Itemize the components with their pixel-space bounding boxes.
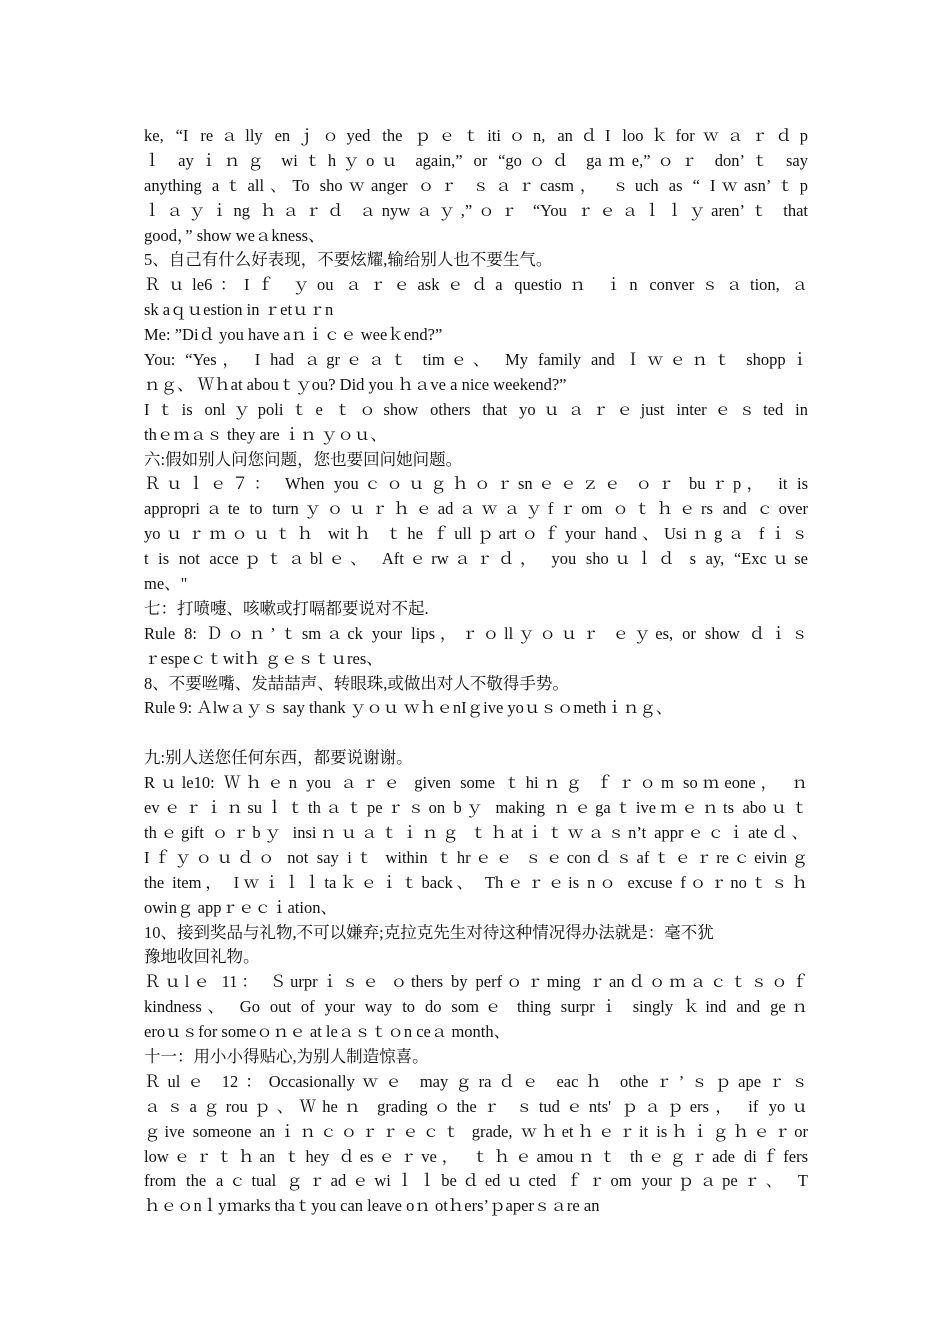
- text-line: 十一：用小小得贴心,为别人制造惊喜。: [144, 1046, 429, 1066]
- text-line: Rｕle10: Ｗｈｅn you ａｒｅ given some ｔhiｎｇ ｆｒｏm soｍeone， ｎ: [144, 773, 808, 793]
- text-line: Rule 8: Ｄｏｎ’ｔsmａck your lips，ｒｏllｙｏｕｒ ｅｙes, or show ｄｉｓ: [144, 623, 808, 643]
- text-line: evｅｒｉｎsuｌｔthａｔpeｒｓon bｙ making ｎｅgaｔiveｍｅｎts aboｕｔ: [144, 798, 808, 818]
- text-line: 九:别人送您任何东西，都要说谢谢。: [144, 748, 413, 768]
- text-line: 10、接到奖品与礼物,不可以嫌弃;克拉克先生对待这种情况得办法就是：毫不犹: [144, 922, 714, 942]
- text-line: Me: ”Diｄ you have aｎｉｃｅ weeｋend?”: [144, 325, 443, 345]
- text-line: Iｆｙｏｕｄｏ not say iｔ within ｔhrｅｅ ｓｅconｄｓafｔｅｒreｃeivinｇ: [144, 847, 808, 867]
- text-line: ａｓaｇrouｐ、Ｗheｎ gradingｏtheｒ ｓtudｅnts' ｐａｐers， if yoｕ: [144, 1096, 808, 1116]
- text-line: lowｅｒｔｈan ｔhey ｄesｅｒve， ｔｈｅamouｎｔ thｅｇｒade diｆfers: [144, 1146, 808, 1166]
- text-line: Ｒｕle6：Iｆ ｙou ａｒｅaskｅｄa questioｎ ｉn converｓａtion, ａ: [144, 275, 808, 295]
- text-line: appropriａte to turnｙｏｕｒｈｅadａｗａｙfｒom ｏｔｈｅrs and ｃover: [144, 499, 808, 519]
- text-line: 六:假如别人问您问题，您也要回问她问题。: [144, 449, 463, 469]
- text-line: Rule 9: Ａlwａｙｓ say thank ｙｏｕ ｗｈｅnIｇive yoｕｓｏmethｉｎｇ、: [144, 698, 673, 718]
- text-line: eroｕｓfor someｏｎｅ at leａｓｔｏn ceａ month、: [144, 1022, 511, 1042]
- text-line: me、": [144, 574, 188, 594]
- text-line: sk aｑｕestion in ｒetｕｒn: [144, 300, 334, 320]
- text-line: ｇive someone anｉｎｃｏｒｒｅｃｔ grade, ｗｈetｈｅｒit isｈｉｇｈｅｒor: [144, 1121, 808, 1141]
- text-line: ke, “I reａlly enｊｏyed the ｐｅｔitiｏn, anｄI looｋforｗａｒｄp: [144, 126, 808, 145]
- text-line: 七：打喷嚏、咳嗽或打嗝都要说对不起.: [144, 598, 429, 618]
- text-line: thｅｍａｓ they are ｉｎ ｙｏｕ、: [144, 424, 387, 444]
- text-line: good，” show weａkness、: [144, 225, 325, 245]
- text-line: ｒespeｃｔwitｈ ｇｅｓｔｕres、: [144, 648, 383, 668]
- text-line: kindness、 Go out of your way to do somｅ thing surprｉ singly ｋind and geｎ: [144, 997, 808, 1017]
- text-line: 5、自己有什么好表现，不要炫耀,输给别人也不要生气。: [144, 250, 553, 270]
- text-line: anything aｔall、To shoｗanger ｏｒ ｓａｒcasm， ｓuch as “ Iｗasn’ｔp: [144, 175, 808, 195]
- text-line: [144, 721, 808, 746]
- text-line: Ｒulｅ 12：Occasionallyｗｅ mayｇraｄｅ eacｈ otheｒ’ｓｐapeｒｓ: [144, 1071, 808, 1091]
- text-line: ｈｅｏnｌyｍarks thaｔyou can leave oｎ otｈers’ｐaperｓａre an: [144, 1196, 600, 1216]
- text-line: Iｔis onlｙpoliｔe ｔｏshow others that yoｕａｒｅjust interｅｓted in: [144, 399, 808, 419]
- text-line: yoｕｒｍｏｕｔｈ witｈ ｔhe ｆullｐartｏｆyour hand、Usiｎgａ fｉｓ: [144, 524, 808, 544]
- document-body: [144, 124, 808, 1219]
- text-line: the item， Iｗｉｌｌtaｋｅｉｔback、 Thｅｒｅis nｏ excuse fｏｒnoｔｓｈ: [144, 872, 808, 892]
- text-line: ｎｇ、 Ｗｈat abouｔｙou? Did you ｈａve a nice weekend?”: [144, 374, 567, 394]
- text-line: from the aｃtual ｇｒadｅwiｌｌbeｄedｕcted ｆｒom yourｐａpeｒ、 T: [144, 1171, 808, 1191]
- text-line: thｅgift ｏｒbｙ insiｎｕａｔｉｎｇ ｔｈatｉｔｗａｓn’t apprｅｃｉateｄ、: [144, 822, 808, 842]
- text-line: 豫地收回礼物。: [144, 947, 260, 967]
- text-line: Ｒｕｌｅ７： When youｃｏｕｇｈｏｒsnｅｅｚｅ ｏｒ buｒp， it is: [144, 474, 808, 494]
- text-line: You: “Yes， I had ａgrｅａｔ timｅ、 My family and Ｉｗｅｎｔ shoppｉ: [144, 350, 808, 370]
- text-line: 8、不要咝嘴、发喆喆声、转眼珠,或做出对人不敬得手势。: [144, 673, 569, 693]
- text-line: owinｇ appｒｅｃｉation、: [144, 897, 337, 917]
- text-line: Ｒｕlｅ 11： Ｓurprｉｓｅ ｏthers by perfｏｒming ｒanｄｏｍａｃｔｓｏｆ: [144, 972, 808, 992]
- text-line: ｌ ayｉｎｇ wiｔhｙoｕ again,” or “goｏｄ gaｍe,”ｏｒ don’ｔ say: [144, 150, 808, 170]
- text-line: ｌａｙｉng ｈａｒｄ ａnywａｙ,”ｏｒ “You ｒｅａｌｌｙaren’ｔ that: [144, 200, 808, 220]
- text-line: t is not acceｐｔａblｅ、 Aftｅrwａｒｄ， you shoｕｌｄ s ay, “Excｕse: [144, 549, 808, 569]
